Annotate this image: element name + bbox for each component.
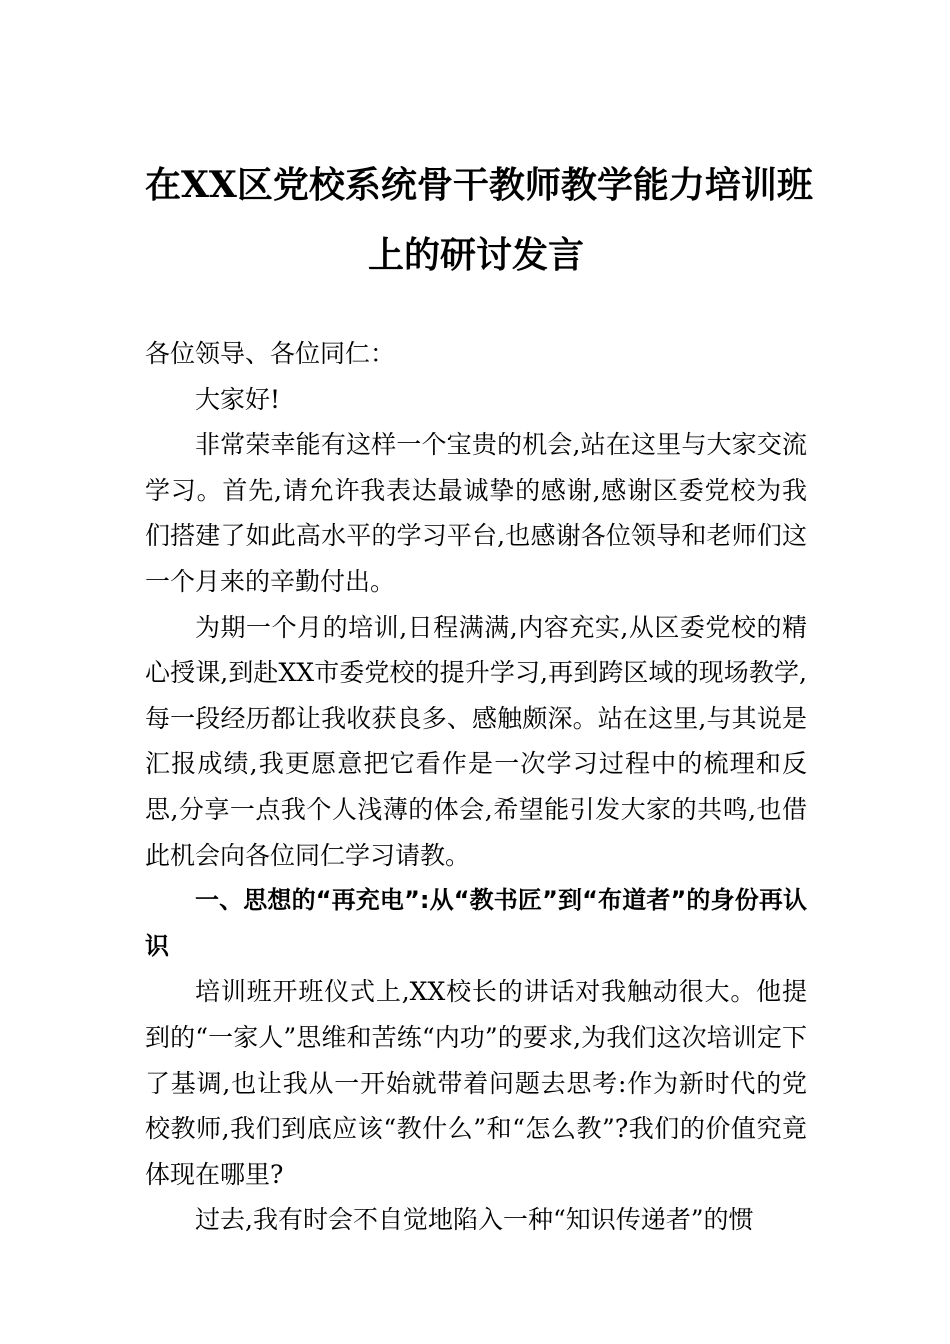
paragraph-4: 过去,我有时会不自觉地陷入一种“知识传递者”的惯 <box>195 1205 754 1235</box>
salutation: 各位领导、各位同仁： <box>145 339 396 368</box>
document-title-line-2: 上的研讨发言 <box>367 234 584 276</box>
paragraph-1: 非常荣幸能有这样一个宝贵的机会,站在这里与大家交流学习。首先,请允许我表达最诚挚的感谢,感谢区委党校为我们搭建了如此高水平的学习平台,也感谢各位领导和老师们这一个月来的辛勤付出。 <box>145 430 807 596</box>
document-title-line-1: 在XX区党校系统骨干教师教学能力培训班 <box>145 164 813 206</box>
paragraph-3: 培训班开班仪式上,XX校长的讲话对我触动很大。他提到的“一家人”思维和苦练“内功”的要求,为我们这次培训定下了基调,也让我从一开始就带着问题去思考:作为新时代的党校教师,我们到底应该“教什么”和“怎么教”?我们的价值究竟体现在哪里? <box>145 977 807 1189</box>
document-body <box>145 331 807 1243</box>
section-heading: 一、思想的“再充电”:从“教书匠”到“布道者”的身份再认识 <box>145 886 807 960</box>
greeting: 大家好! <box>195 384 281 414</box>
paragraph-2: 为期一个月的培训,日程满满,内容充实,从区委党校的精心授课,到赴XX市委党校的提升学习,再到跨区域的现场教学,每一段经历都让我收获良多、感触颇深。站在这里,与其说是汇报成绩,我更愿意把它看作是一次学习过程中的梳理和反思,分享一点我个人浅薄的体会,希望能引发大家的共鸣,也借此机会向各位同仁学习请教。 <box>145 612 807 870</box>
